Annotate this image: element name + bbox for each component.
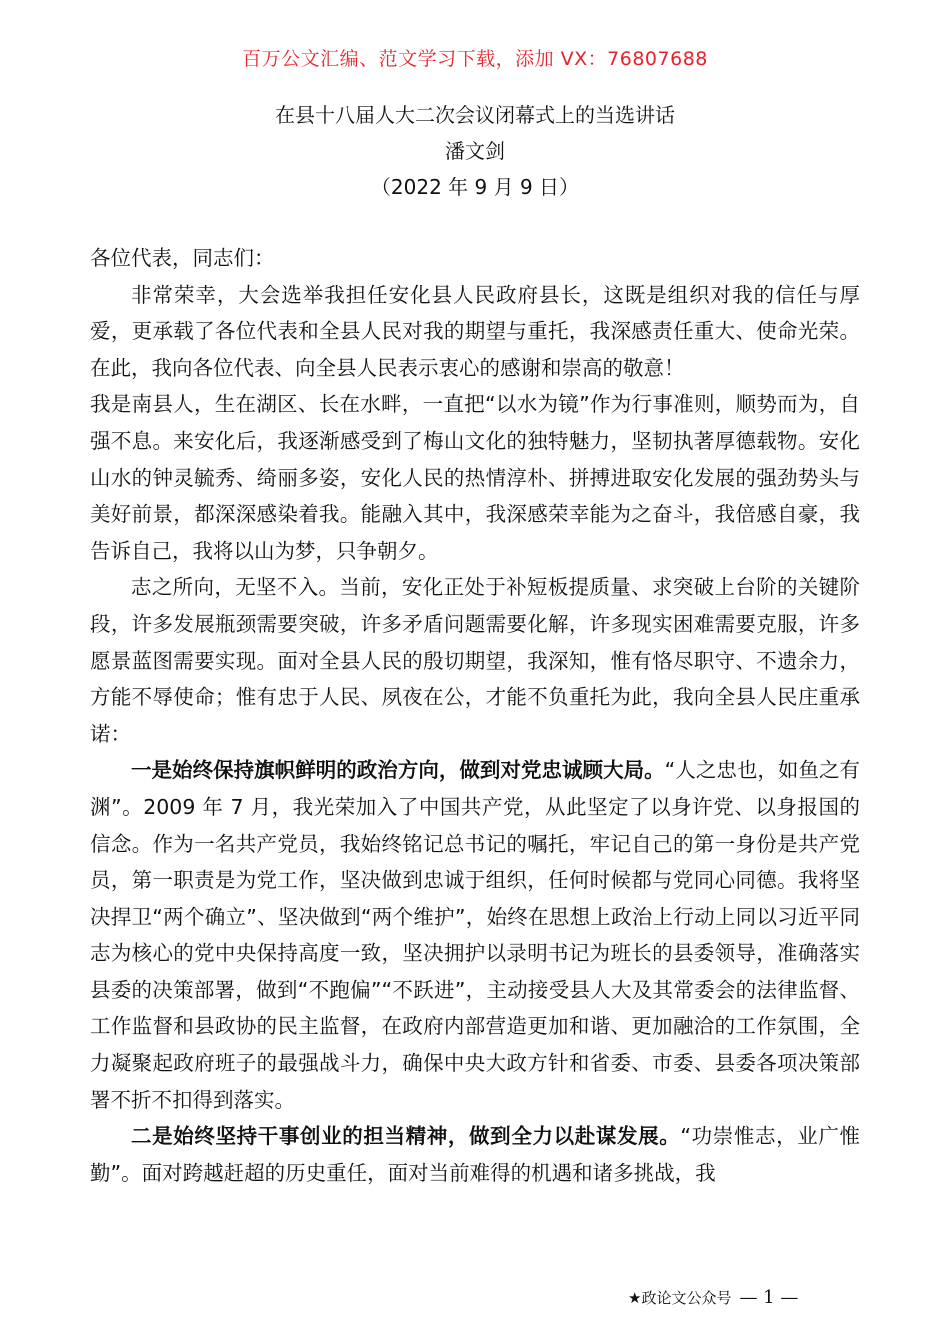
paragraph-5 [90, 1118, 860, 1191]
paragraph-2: 我是南县人，生在湖区、长在水畔，一直把“以水为镜”作为行事准则，顺势而为，自强不息。来安化后，我逐渐感受到了梅山文化的独特魅力，坚韧执著厚德载物。安化山水的钟灵毓秀、绮丽多姿，安化人民的热情淳朴、拼搏进取安化发展的强劲势头与美好前景，都深深感染着我。能融入其中，我深感荣幸能为之奋斗，我倍感自豪，我告诉自己，我将以山为梦，只争朝夕。 [90, 392, 860, 563]
paragraph-3: 志之所向，无坚不入。当前，安化正处于补短板提质量、求突破上台阶的关键阶段，许多发展瓶颈需要突破，许多矛盾问题需要化解，许多现实困难需要克服，许多愿景蓝图需要实现。面对全县人民的殷切期望，我深知，惟有恪尽职守、不遗余力，方能不辱使命；惟有忠于人民、夙夜在公，才能不负重托为此，我向全县人民庄重承诺： [90, 575, 860, 746]
paragraph-4-text: “人之忠也，如鱼之有渊”。2009 年 7 月，我光荣加入了中国共产党，从此坚定了以身许党、以身报国的信念。作为一名共产党员，我始终铭记总书记的嘱托，牢记自己的第一身份是共产党员，第一职责是为党工作，坚决做到忠诚于组织，任何时候都与党同心同德。我将坚决捍卫“两个确立”、坚决做到“两个维护”，始终在思想上政治上行动上同以习近平同志为核心的党中央保持高度一致，坚决拥护以录明书记为班长的县委领导，准确落实县委的决策部署，做到“不跑偏”“不跃进”，主动接受县人大及其常委会的法律监督、工作监督和县政协的民主监督，在政府内部营造更加和谐、更加融洽的工作氛围，全力凝聚起政府班子的最强战斗力，确保中央大政方针和省委、市委、县委各项决策部署不折不扣得到落实。 [90, 758, 861, 1112]
paragraph-5-text: “功崇惟志，业广惟勤”。面对跨越赶超的历史重任，面对当前难得的机遇和诸多挑战，我 [90, 1124, 860, 1185]
document-title: 在县十八届人大二次会议闭幕式上的当选讲话 [275, 103, 675, 127]
page-footer [628, 1287, 798, 1308]
salutation: 各位代表，同志们： [90, 246, 275, 270]
footer-label: ★政论文公众号 [628, 1289, 732, 1307]
document-body [90, 240, 860, 1191]
paragraph-4 [90, 752, 860, 1118]
page-number: — 1 — [739, 1287, 799, 1308]
document-header [0, 97, 950, 205]
author-name: 潘文剑 [445, 139, 505, 163]
speech-date: （2022 年 9 月 9 日） [370, 175, 580, 199]
paragraph-5-heading: 二是始终坚持干事创业的担当精神，做到全力以赴谋发展。 [131, 1124, 681, 1149]
paragraph-1: 非常荣幸，大会选举我担任安化县人民政府县长，这既是组织对我的信任与厚爱，更承载了各位代表和全县人民对我的期望与重托，我深感责任重大、使命光荣。在此，我向各位代表、向全县人民表示衷心的感谢和崇高的敬意！ [90, 282, 860, 380]
paragraph-4-heading: 一是始终保持旗帜鲜明的政治方向，做到对党忠诚顾大局。 [131, 758, 665, 783]
watermark-banner: 百万公文汇编、范文学习下载，添加 VX：76807688 [242, 48, 708, 70]
